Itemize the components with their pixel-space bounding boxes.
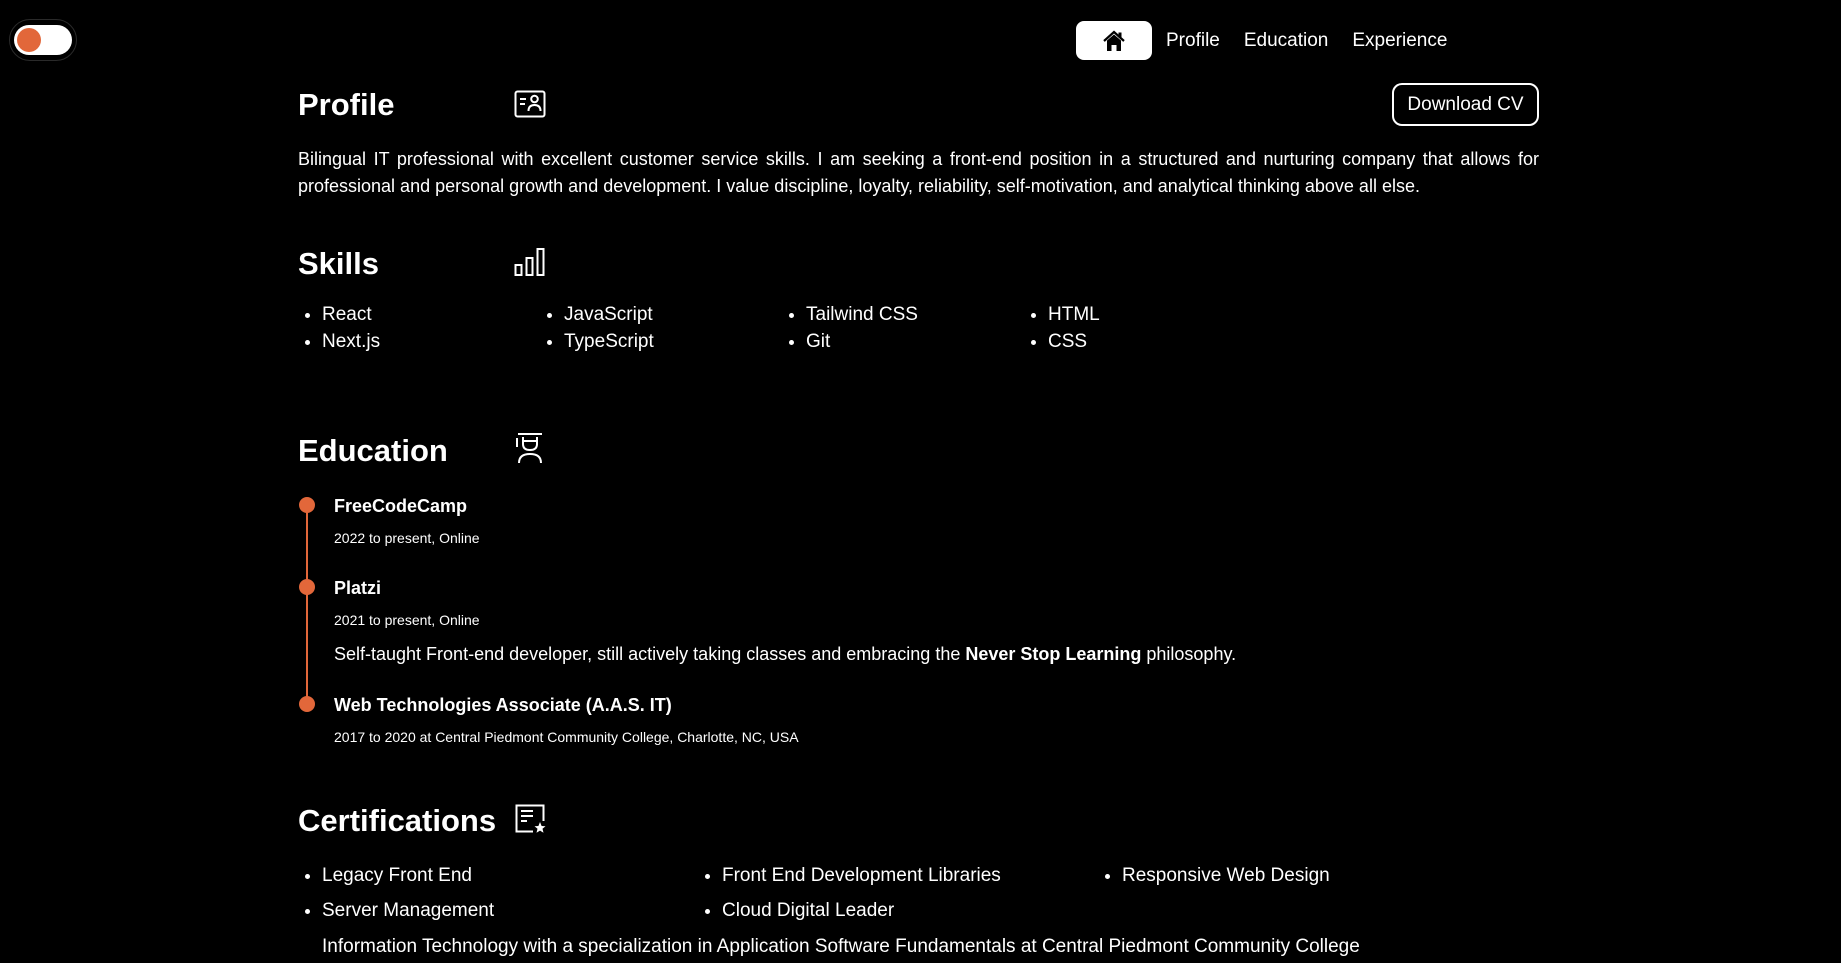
education-title: FreeCodeCamp xyxy=(334,496,468,516)
certification-item: Legacy Front End xyxy=(298,866,698,886)
skill-item: HTML xyxy=(1024,305,1266,325)
certification-item: Responsive Web Design xyxy=(1098,866,1498,886)
profile-summary: Bilingual IT professional with excellent customer service skills. I am seeking a front-end position in a structured and nurturing company that allows for professional and personal growth and development. I value discipline, loyalty, reliability, self-motivation, and analytical thinking above all else. xyxy=(298,149,1539,196)
nav-link-profile[interactable]: Profile xyxy=(1166,29,1220,51)
certifications-list xyxy=(298,866,1498,921)
skill-item: TypeScript xyxy=(540,332,782,352)
education-meta: 2022 to present, Online xyxy=(334,530,480,546)
timeline-dot xyxy=(299,497,315,513)
timeline-dot xyxy=(299,579,315,595)
education-title: Platzi xyxy=(334,578,382,598)
certification-item: Cloud Digital Leader xyxy=(698,901,1098,921)
home-button[interactable] xyxy=(1076,21,1152,60)
education-heading: Education xyxy=(298,433,448,468)
skill-item: React xyxy=(298,305,540,325)
profile-heading: Profile xyxy=(298,87,395,122)
skill-item: Tailwind CSS xyxy=(782,305,1024,325)
nav-link-experience[interactable]: Experience xyxy=(1352,29,1448,51)
timeline-dot xyxy=(299,696,315,712)
education-description xyxy=(334,644,1236,665)
theme-toggle[interactable] xyxy=(9,19,77,61)
top-nav xyxy=(1076,21,1457,60)
download-cv-button[interactable]: Download CV xyxy=(1392,83,1539,126)
certifications-heading: Certifications xyxy=(298,803,497,838)
certification-item: Server Management xyxy=(298,901,698,921)
skill-item: CSS xyxy=(1024,332,1266,352)
certificate-icon xyxy=(514,803,546,835)
id-card-icon xyxy=(514,88,546,120)
skill-item: Next.js xyxy=(298,332,540,352)
certification-degree: Information Technology with a specialization in Application Software Fundamentals at Central Piedmont Community College xyxy=(322,936,1360,957)
home-icon xyxy=(1102,30,1126,52)
education-meta: 2017 to 2020 at Central Piedmont Community College, Charlotte, NC, USA xyxy=(334,729,799,745)
nav-link-education[interactable]: Education xyxy=(1243,29,1329,51)
certification-item: Front End Development Libraries xyxy=(698,866,1098,886)
graduate-icon xyxy=(514,432,546,464)
skills-heading: Skills xyxy=(298,246,379,281)
timeline-line xyxy=(306,506,308,704)
toggle-knob xyxy=(17,28,41,52)
education-meta: 2021 to present, Online xyxy=(334,612,480,628)
description-text: philosophy. xyxy=(1141,644,1237,664)
description-text: Self-taught Front-end developer, still actively taking classes and embracing the xyxy=(334,644,966,664)
skill-item: Git xyxy=(782,332,1024,352)
skill-item: JavaScript xyxy=(540,305,782,325)
bar-chart-icon xyxy=(514,246,546,278)
education-title: Web Technologies Associate (A.A.S. IT) xyxy=(334,695,672,715)
description-emphasis: Never Stop Learning xyxy=(965,644,1142,664)
toggle-track xyxy=(14,25,72,55)
skills-list xyxy=(298,305,1268,352)
